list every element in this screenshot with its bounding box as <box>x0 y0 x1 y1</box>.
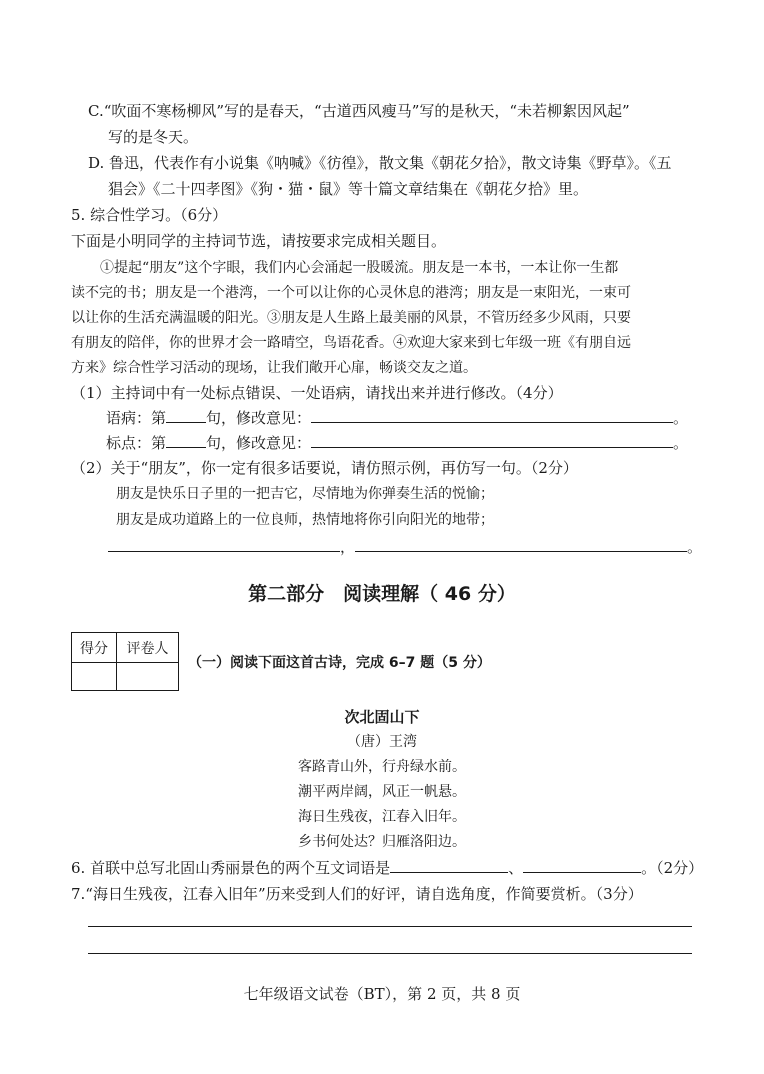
q5-sub1: （1）主持词中有一处标点错误、一处语病，请找出来并进行修改。（4分） <box>71 384 563 402</box>
grammar-sentence-blank[interactable] <box>166 408 206 423</box>
score-table <box>71 632 179 691</box>
passage-line-2: 读不完的书；朋友是一个港湾，一个可以让你的心灵休息的港湾；朋友是一束阳光，一束可 <box>71 285 631 301</box>
poem-line-4: 乡书何处达？归雁洛阳边。 <box>298 834 466 850</box>
punct-mid: 句，修改意见： <box>206 434 312 452</box>
q7-text: 7.“海日生残夜，江春入旧年”历来受到人们的好评，请自选角度，作简要赏析。（3分） <box>71 885 643 903</box>
q5-title: 5. 综合性学习。（6分） <box>71 206 228 224</box>
imitation-row <box>108 537 702 557</box>
imitation-blank-1[interactable] <box>108 537 340 552</box>
grader-label: 评卷人 <box>117 633 179 663</box>
imitation-blank-2[interactable] <box>355 537 687 552</box>
grammar-label: 语病：第 <box>106 409 167 427</box>
passage-line-5: 方来》综合性学习活动的现场，让我们敞开心扉，畅谈交友之道。 <box>71 360 477 376</box>
grammar-row <box>106 408 688 428</box>
example-1: 朋友是快乐日子里的一把吉它，尽情地为你弹奏生活的悦愉； <box>116 486 494 502</box>
grader-cell[interactable] <box>117 663 179 691</box>
q6-tail: 。（2分） <box>641 859 704 877</box>
score-cell[interactable] <box>72 663 117 691</box>
q6-row <box>71 858 703 878</box>
q7-answer-line-1[interactable] <box>88 926 692 927</box>
imitation-period: 。 <box>687 538 703 556</box>
poem-line-3: 海日生残夜，江春入旧年。 <box>298 809 466 825</box>
grammar-mid: 句，修改意见： <box>206 409 312 427</box>
score-label: 得分 <box>72 633 117 663</box>
q5-intro: 下面是小明同学的主持词节选，请按要求完成相关题目。 <box>71 232 447 250</box>
example-2: 朋友是成功道路上的一位良师，热情地将你引向阳光的地带； <box>116 512 494 528</box>
passage-line-4: 有朋友的陪伴，你的世界才会一路晴空，鸟语花香。④欢迎大家来到七年级一班《有朋自远 <box>71 335 631 351</box>
option-d-line1: D. 鲁迅，代表作有小说集《呐喊》《彷徨》，散文集《朝花夕拾》，散文诗集《野草》。《五 <box>88 154 672 172</box>
poem-line-1: 客路青山外，行舟绿水前。 <box>298 759 466 775</box>
grammar-fix-blank[interactable] <box>311 408 673 423</box>
part-two-heading: 第二部分 阅读理解（ 46 分） <box>248 583 516 605</box>
option-c-line2: 写的是冬天。 <box>108 128 199 146</box>
q7-answer-line-2[interactable] <box>88 953 692 954</box>
grammar-period: 。 <box>673 409 689 427</box>
passage-line-1: ①提起“朋友”这个字眼，我们内心会涌起一股暖流。朋友是一本书，一本让你一生都 <box>100 260 619 276</box>
page-footer: 七年级语文试卷（BT），第 2 页，共 8 页 <box>243 985 521 1003</box>
q6-text: 6. 首联中总写北固山秀丽景色的两个互文词语是 <box>71 859 391 877</box>
poem-author: （唐）王湾 <box>347 734 417 750</box>
poem-title: 次北固山下 <box>344 708 420 726</box>
punct-period: 。 <box>673 434 689 452</box>
passage-line-3: 以让你的生活充满温暖的阳光。③朋友是人生路上最美丽的风景，不管历经多少风雨，只要 <box>71 310 631 326</box>
punct-sentence-blank[interactable] <box>166 433 206 448</box>
q6-sep: 、 <box>508 859 524 877</box>
q5-sub2: （2）关于“朋友”，你一定有很多话要说，请仿照示例，再仿写一句。（2分） <box>71 459 578 477</box>
q6-blank-2[interactable] <box>523 858 641 873</box>
poem-line-2: 潮平两岸阔，风正一帆悬。 <box>298 784 466 800</box>
option-c-line1: C.“吹面不寒杨柳风”写的是春天，“古道西风瘦马”写的是秋天，“未若柳絮因风起” <box>88 102 630 120</box>
section-one-title: （一）阅读下面这首古诗，完成 6–7 题（5 分） <box>188 655 491 671</box>
punct-fix-blank[interactable] <box>311 433 673 448</box>
q6-blank-1[interactable] <box>390 858 508 873</box>
punct-row <box>106 433 688 453</box>
option-d-line2: 猖会》《二十四孝图》《狗・猫・鼠》等十篇文章结集在《朝花夕拾》里。 <box>108 180 589 198</box>
punct-label: 标点：第 <box>106 434 167 452</box>
imitation-comma: ， <box>340 538 356 556</box>
